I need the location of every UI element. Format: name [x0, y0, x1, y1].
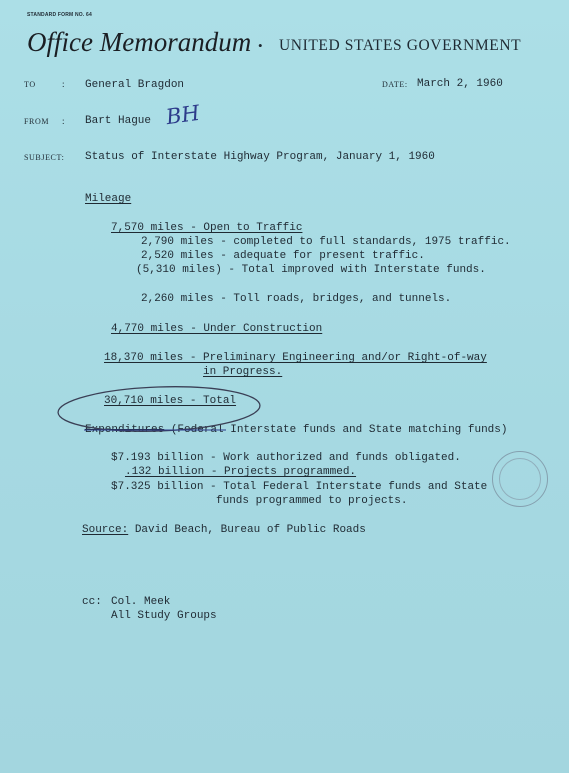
date-label: DATE:: [382, 80, 408, 89]
mileage-heading: Mileage: [85, 193, 132, 205]
from-colon: :: [62, 116, 65, 126]
circular-stamp: [492, 451, 548, 507]
government-title: UNITED STATES GOVERNMENT: [279, 37, 522, 54]
from-label: FROM: [24, 117, 50, 126]
memo-title: Office Memorandum: [27, 27, 252, 57]
to-colon: :: [62, 79, 65, 89]
mileage-total: 30,710 miles - Total: [104, 395, 237, 407]
cc-label: cc:: [82, 596, 102, 608]
to-label: TO: [24, 80, 36, 89]
source-value: David Beach, Bureau of Public Roads: [128, 524, 366, 536]
preliminary-engineering: 18,370 miles - Preliminary Engineering and/or Right-of-way: [104, 352, 487, 364]
mileage-line-1: 2,790 miles - completed to full standards, 1975 traffic.: [141, 236, 511, 248]
total-circle-annotation: [57, 383, 260, 434]
mileage-line-4: 2,260 miles - Toll roads, bridges, and tunnels.: [141, 293, 452, 305]
to-value: General Bragdon: [85, 79, 185, 91]
preliminary-engineering-cont: in Progress.: [203, 366, 283, 378]
date-value: March 2, 1960: [417, 78, 503, 90]
cc-line-1: Col. Meek: [111, 596, 171, 608]
form-number: STANDARD FORM NO. 64: [27, 12, 93, 18]
source-label: Source:: [82, 524, 129, 536]
subject-value: Status of Interstate Highway Program, January 1, 1960: [85, 151, 435, 163]
expenditure-line-3: $7.325 billion - Total Federal Interstate funds and State: [111, 481, 488, 493]
expenditure-line-1: $7.193 billion - Work authorized and funds obligated.: [111, 452, 461, 464]
expenditure-line-4: funds programmed to projects.: [216, 495, 408, 507]
from-value: Bart Hague: [85, 115, 152, 127]
under-construction: 4,770 miles - Under Construction: [111, 323, 323, 335]
mileage-line-3: (5,310 miles) - Total improved with Interstate funds.: [136, 264, 486, 276]
expenditures-heading-rest: (Federal Interstate funds and State matching funds): [164, 424, 508, 436]
title-bullet: •: [258, 38, 263, 53]
open-to-traffic: 7,570 miles - Open to Traffic: [111, 222, 303, 234]
subject-label: SUBJECT:: [24, 153, 65, 162]
handwritten-initials: BH: [164, 100, 202, 130]
expenditures-heading: Expenditures: [85, 424, 165, 436]
cc-line-2: All Study Groups: [111, 610, 217, 622]
mileage-line-2: 2,520 miles - adequate for present traffic.: [141, 250, 425, 262]
circular-stamp-inner: [499, 458, 541, 500]
expenditure-line-2: .132 billion - Projects programmed.: [125, 466, 357, 478]
